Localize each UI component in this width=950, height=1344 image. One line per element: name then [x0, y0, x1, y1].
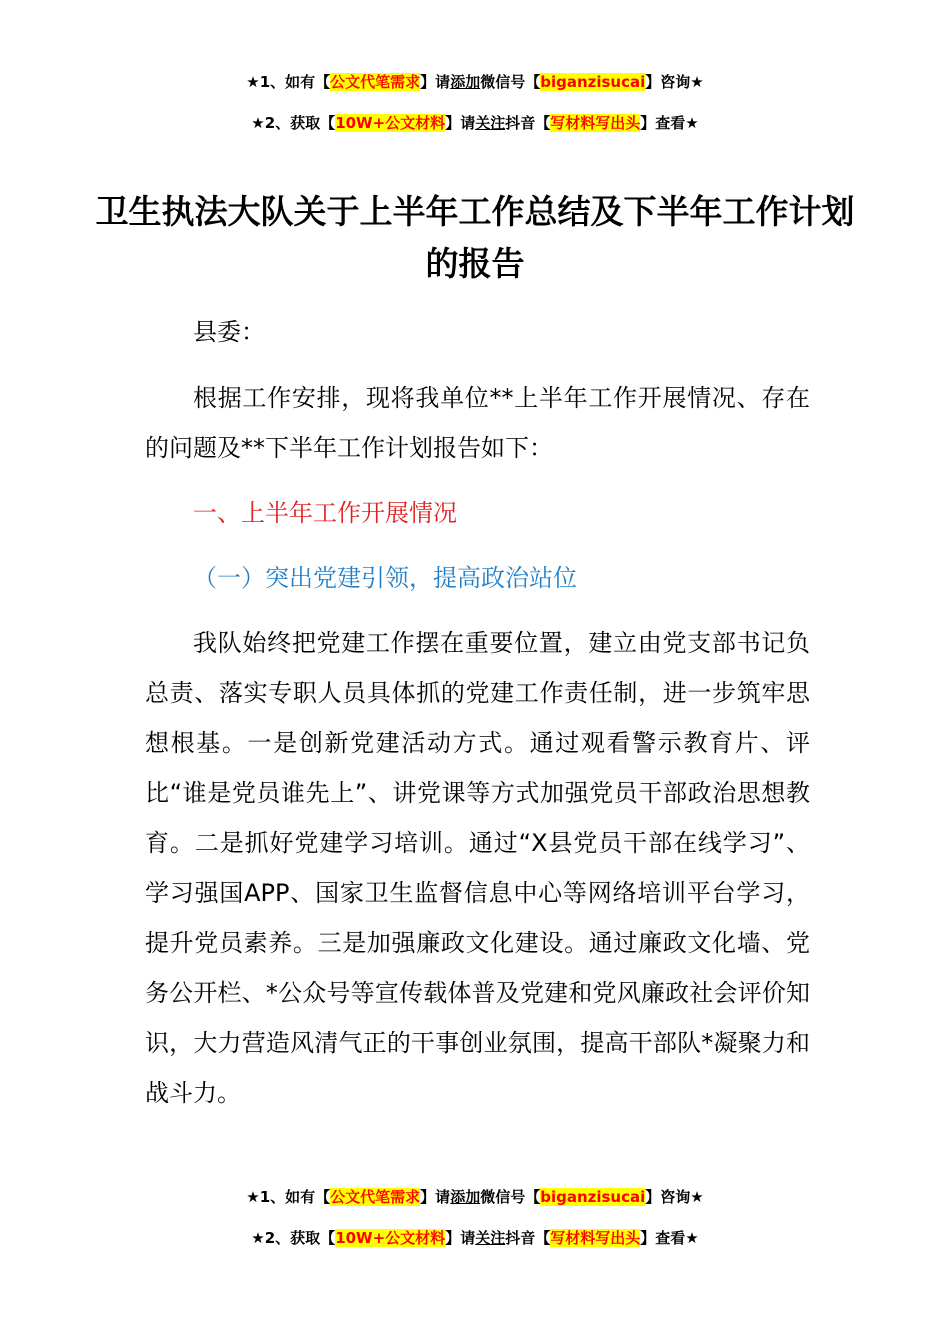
ad-highlight: biganzisucai	[540, 73, 646, 91]
subsection-heading: （一）突出党建引领，提高政治站位	[193, 564, 577, 592]
ad-text: 】请	[420, 1188, 451, 1206]
ad-highlight: 写材料写出头	[550, 1229, 641, 1247]
ad-highlight: 10W+公文材料	[335, 114, 446, 132]
ad-highlight: biganzisucai	[540, 1188, 646, 1206]
ad-emphasis: 添加	[450, 73, 481, 91]
ad-highlight: 公文代笔需求	[330, 73, 421, 91]
intro-paragraph: 根据工作安排，现将我单位**上半年工作开展情况、存在的问题及**下半年工作计划报告如下：	[145, 384, 810, 462]
ad-line-1-top	[0, 72, 950, 92]
ad-text: 微信号【	[480, 1188, 541, 1206]
section-heading: 一、上半年工作开展情况	[193, 499, 457, 527]
ad-line-1-bottom	[0, 1187, 950, 1207]
ad-line-2-bottom	[0, 1228, 950, 1248]
ad-highlight: 公文代笔需求	[330, 1188, 421, 1206]
ad-emphasis: 添加	[450, 1188, 481, 1206]
ad-text: 】请	[445, 1229, 476, 1247]
ad-line-2-top	[0, 113, 950, 133]
ad-text: 】咨询★	[645, 73, 704, 91]
ad-text: 抖音【	[505, 114, 551, 132]
salutation: 县委：	[193, 318, 265, 346]
ad-highlight: 写材料写出头	[550, 114, 641, 132]
ad-text: ★2、获取【	[251, 1229, 336, 1247]
body-paragraph: 我队始终把党建工作摆在重要位置，建立由党支部书记负总责、落实专职人员具体抓的党建工作责任制，进一步筑牢思想根基。一是创新党建活动方式。通过观看警示教育片、评比“谁是党员谁先上”、讲党课等方式加强党员干部政治思想教育。二是抓好党建学习培训。通过“X县党员干部在线学习”、学习强国APP、国家卫生监督信息中心等网络培训平台学习，提升党员素养。三是加强廉政文化建设。通过廉政文化墙、党务公开栏、*公众号等宣传载体普及党建和党风廉政社会评价知识，大力营造风清气正的干事创业氛围，提高干部队*凝聚力和战斗力。	[145, 629, 810, 1107]
ad-emphasis: 关注	[475, 1229, 506, 1247]
ad-text: 】请	[445, 114, 476, 132]
ad-text: ★1、如有【	[246, 73, 331, 91]
ad-text: 】查看★	[640, 114, 699, 132]
ad-highlight: 10W+公文材料	[335, 1229, 446, 1247]
ad-text: 】查看★	[640, 1229, 699, 1247]
ad-text: 】请	[420, 73, 451, 91]
ad-text: ★1、如有【	[246, 1188, 331, 1206]
document-title: 卫生执法大队关于上半年工作总结及下半年工作计划的报告	[95, 192, 855, 283]
ad-emphasis: 关注	[475, 114, 506, 132]
ad-text: 】咨询★	[645, 1188, 704, 1206]
ad-text: ★2、获取【	[251, 114, 336, 132]
ad-text: 抖音【	[505, 1229, 551, 1247]
ad-text: 微信号【	[480, 73, 541, 91]
